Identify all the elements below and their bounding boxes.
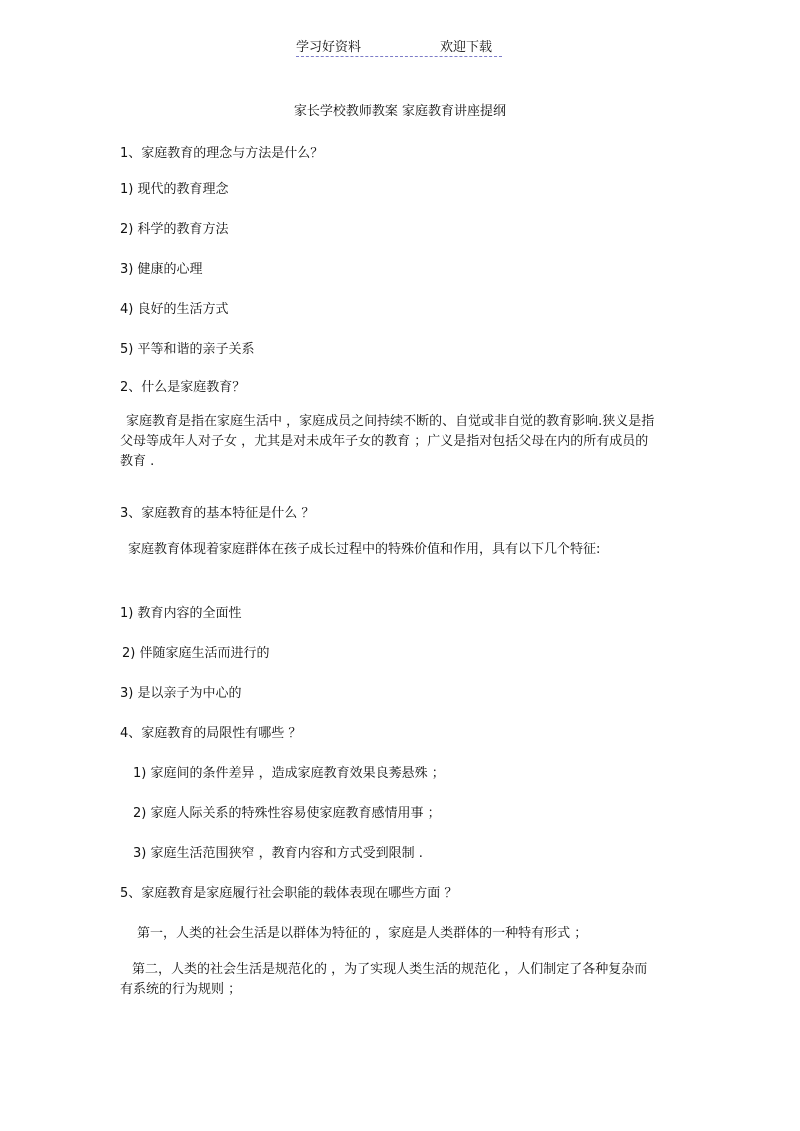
list-item: 3) 是以亲子为中心的: [120, 686, 242, 701]
list-item: 2) 家庭人际关系的特殊性容易使家庭教育感情用事 ；: [133, 806, 441, 821]
list-item: 2) 科学的教育方法: [120, 222, 229, 237]
question-3: 3、家庭教育的基本特征是什么 ？: [120, 506, 315, 521]
paragraph: 家庭教育是指在家庭生活中 ，家庭成员之间持续不断的、自觉或非自觉的教育影响.狭义是指父母等成年人对子女 ，尤其是对未成年子女的教育 ；广义是指对包括父母在内的所有成员的教育 .: [120, 414, 655, 469]
list-item: 5) 平等和谐的亲子关系: [120, 342, 255, 357]
paragraph: 第二，人类的社会生活是规范化的 ，为了实现人类生活的规范化 ，人们制定了各种复杂而有系统的行为规则 ；: [120, 962, 648, 997]
list-item: 1) 家庭间的条件差异 ，造成家庭教育效果良莠悬殊 ；: [133, 766, 445, 781]
list-item: 1) 现代的教育理念: [120, 182, 229, 197]
paragraph: 家庭教育体现着家庭群体在孩子成长过程中的特殊价值和作用，具有以下几个特征:: [128, 542, 601, 557]
question-4: 4、家庭教育的局限性有哪些 ？: [120, 726, 302, 741]
page-header: [296, 36, 502, 57]
header-left-text: 学习好资料: [296, 40, 362, 55]
list-item: 3) 家庭生活范围狭窄 ，教育内容和方式受到限制 .: [133, 846, 423, 861]
list-item: 3) 健康的心理: [120, 262, 203, 277]
question-5: 5、家庭教育是家庭履行社会职能的载体表现在哪些方面 ？: [120, 886, 458, 901]
question-1: 1、家庭教育的理念与方法是什么？: [120, 146, 324, 161]
question-2: 2、什么是家庭教育？: [120, 380, 246, 395]
paragraph: 第一，人类的社会生活是以群体为特征的 ，家庭是人类群体的一种特有形式 ；: [137, 926, 588, 941]
header-right-text: 欢迎下载: [440, 40, 493, 55]
document-title: 家长学校教师教案 家庭教育讲座提纲: [293, 104, 507, 119]
list-item: 2) 伴随家庭生活而进行的: [122, 646, 270, 661]
list-item: 1) 教育内容的全面性: [120, 606, 242, 621]
list-item: 4) 良好的生活方式: [120, 302, 229, 317]
